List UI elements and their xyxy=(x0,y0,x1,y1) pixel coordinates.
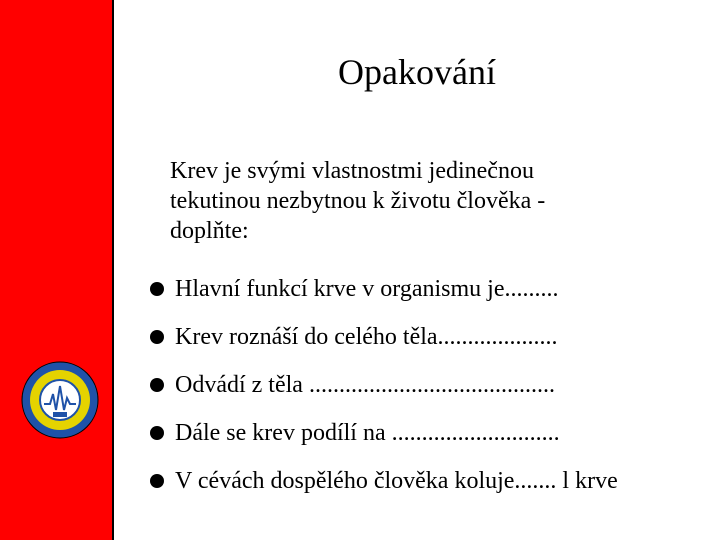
bullet-item xyxy=(150,367,618,415)
bullet-item xyxy=(150,463,618,511)
intro-line: doplňte: xyxy=(170,218,249,244)
bullet-dot-icon xyxy=(150,474,164,488)
bullet-text: Odvádí z těla ......................................... xyxy=(175,372,555,398)
intro-text xyxy=(170,156,640,246)
bullet-item xyxy=(150,271,618,319)
bullet-dot-icon xyxy=(150,330,164,344)
intro-line: Krev je svými vlastnostmi jedinečnou xyxy=(170,158,534,184)
bullet-dot-icon xyxy=(150,426,164,440)
bullet-item xyxy=(150,415,618,463)
bullet-text: V cévách dospělého člověka koluje....... l krve xyxy=(175,468,618,494)
slide-title: Opakování xyxy=(338,52,496,92)
bullet-text: Dále se krev podílí na ............................ xyxy=(175,420,560,446)
bullet-item xyxy=(150,319,618,367)
left-color-bar xyxy=(0,0,114,540)
bullet-text: Hlavní funkcí krve v organismu je......... xyxy=(175,276,559,302)
school-logo-icon xyxy=(20,360,100,440)
bullet-dot-icon xyxy=(150,378,164,392)
bullet-text: Krev roznáší do celého těla.................... xyxy=(175,324,558,350)
bullet-list xyxy=(150,271,618,511)
intro-line: tekutinou nezbytnou k životu člověka - xyxy=(170,188,546,214)
bullet-dot-icon xyxy=(150,282,164,296)
